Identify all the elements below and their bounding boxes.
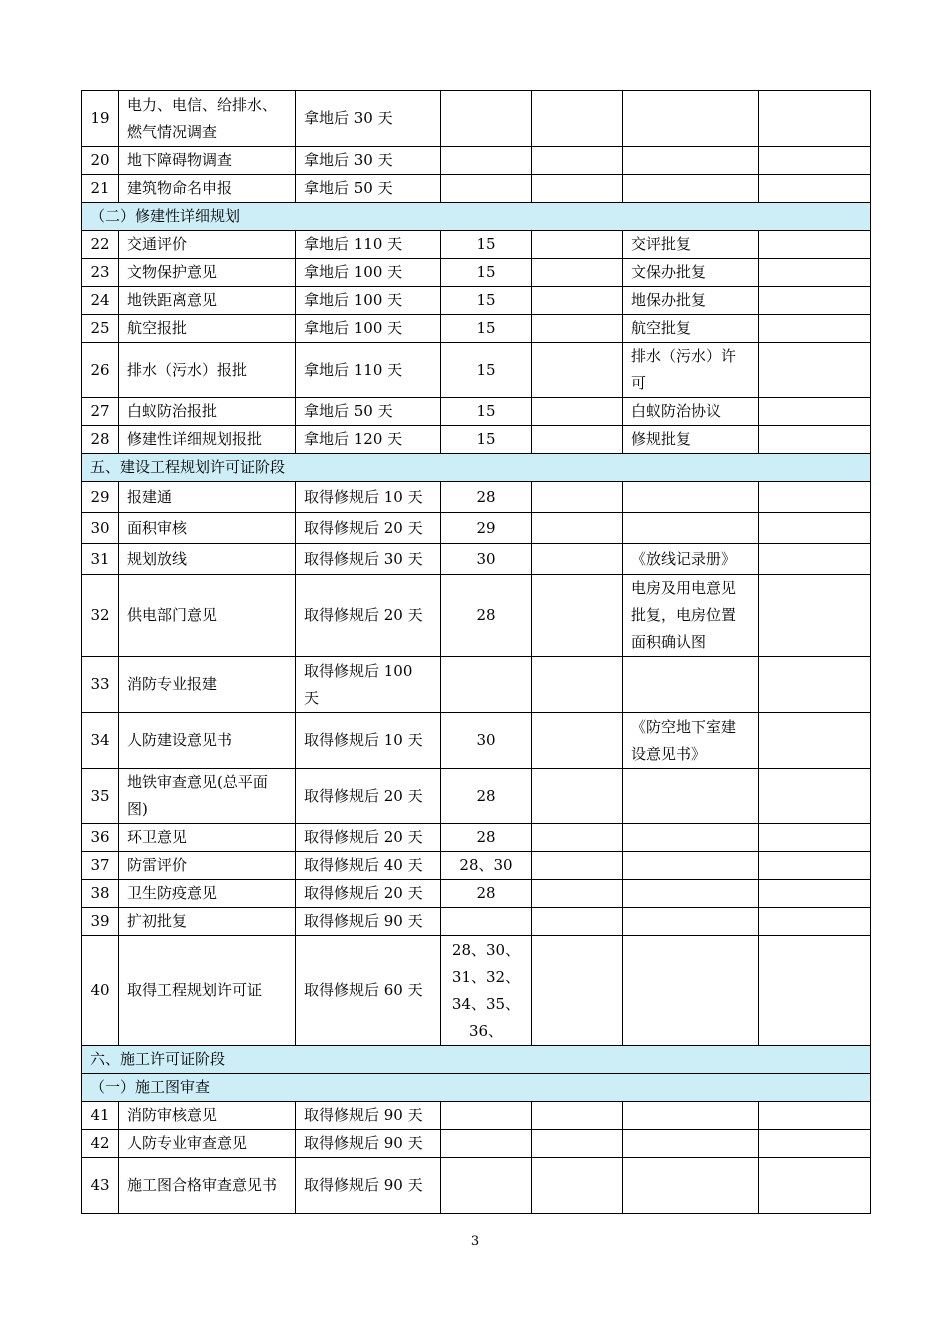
prerequisite-items: [441, 1158, 532, 1214]
blank-cell: [532, 231, 623, 259]
blank-cell: [532, 936, 623, 1046]
row-number: 20: [82, 147, 119, 175]
row-number: 25: [82, 315, 119, 343]
remarks-cell: [759, 852, 871, 880]
approval-result: [623, 852, 759, 880]
remarks-cell: [759, 315, 871, 343]
prerequisite-items: [441, 175, 532, 203]
remarks-cell: [759, 544, 871, 575]
approval-result: 《放线记录册》: [623, 544, 759, 575]
remarks-cell: [759, 175, 871, 203]
prerequisite-items: [441, 1102, 532, 1130]
approval-result: [623, 482, 759, 513]
item-name: 文物保护意见: [119, 259, 296, 287]
row-number: 27: [82, 398, 119, 426]
blank-cell: [532, 544, 623, 575]
row-number: 22: [82, 231, 119, 259]
item-name: 地下障碍物调查: [119, 147, 296, 175]
section-title: （二）修建性详细规划: [82, 203, 871, 231]
table-row: [82, 769, 871, 824]
row-number: 36: [82, 824, 119, 852]
row-number: 23: [82, 259, 119, 287]
time-limit: 取得修规后 90 天: [296, 1130, 441, 1158]
section-header-row: [82, 454, 871, 482]
blank-cell: [532, 343, 623, 398]
remarks-cell: [759, 259, 871, 287]
remarks-cell: [759, 713, 871, 769]
table-row: [82, 482, 871, 513]
remarks-cell: [759, 398, 871, 426]
prerequisite-items: [441, 908, 532, 936]
table-row: [82, 259, 871, 287]
row-number: 26: [82, 343, 119, 398]
item-name: 扩初批复: [119, 908, 296, 936]
approval-result: 地保办批复: [623, 287, 759, 315]
table-row: [82, 231, 871, 259]
prerequisite-items: 28、30: [441, 852, 532, 880]
approval-result: [623, 1102, 759, 1130]
time-limit: 取得修规后 20 天: [296, 513, 441, 544]
time-limit: 取得修规后 20 天: [296, 769, 441, 824]
blank-cell: [532, 315, 623, 343]
row-number: 31: [82, 544, 119, 575]
time-limit: 取得修规后 40 天: [296, 852, 441, 880]
prerequisite-items: [441, 147, 532, 175]
approval-result: [623, 1158, 759, 1214]
table-row: [82, 175, 871, 203]
row-number: 29: [82, 482, 119, 513]
time-limit: 拿地后 120 天: [296, 426, 441, 454]
time-limit: 取得修规后 20 天: [296, 880, 441, 908]
blank-cell: [532, 1102, 623, 1130]
time-limit: 取得修规后 90 天: [296, 1158, 441, 1214]
blank-cell: [532, 426, 623, 454]
time-limit: 拿地后 30 天: [296, 91, 441, 147]
remarks-cell: [759, 1102, 871, 1130]
item-name: 电力、电信、给排水、燃气情况调查: [119, 91, 296, 147]
blank-cell: [532, 880, 623, 908]
blank-cell: [532, 713, 623, 769]
table-row: [82, 398, 871, 426]
approval-result: 修规批复: [623, 426, 759, 454]
item-name: 消防审核意见: [119, 1102, 296, 1130]
item-name: 排水（污水）报批: [119, 343, 296, 398]
time-limit: 取得修规后 90 天: [296, 908, 441, 936]
approval-result: [623, 1130, 759, 1158]
remarks-cell: [759, 769, 871, 824]
remarks-cell: [759, 287, 871, 315]
item-name: 防雷评价: [119, 852, 296, 880]
item-name: 卫生防疫意见: [119, 880, 296, 908]
blank-cell: [532, 259, 623, 287]
prerequisite-items: 15: [441, 426, 532, 454]
table-row: [82, 852, 871, 880]
row-number: 19: [82, 91, 119, 147]
remarks-cell: [759, 824, 871, 852]
approval-result: [623, 880, 759, 908]
section-header-row: [82, 1046, 871, 1074]
approval-result: [623, 769, 759, 824]
row-number: 42: [82, 1130, 119, 1158]
approval-result: 《防空地下室建设意见书》: [623, 713, 759, 769]
table-row: [82, 824, 871, 852]
approval-result: 排水（污水）许可: [623, 343, 759, 398]
item-name: 报建通: [119, 482, 296, 513]
table-row: [82, 343, 871, 398]
prerequisite-items: [441, 1130, 532, 1158]
time-limit: 取得修规后 10 天: [296, 482, 441, 513]
item-name: 交通评价: [119, 231, 296, 259]
blank-cell: [532, 852, 623, 880]
blank-cell: [532, 91, 623, 147]
row-number: 32: [82, 575, 119, 657]
table-row: [82, 287, 871, 315]
time-limit: 取得修规后 60 天: [296, 936, 441, 1046]
blank-cell: [532, 657, 623, 713]
remarks-cell: [759, 426, 871, 454]
table-row: [82, 91, 871, 147]
prerequisite-items: [441, 91, 532, 147]
item-name: 修建性详细规划报批: [119, 426, 296, 454]
item-name: 取得工程规划许可证: [119, 936, 296, 1046]
approval-result: [623, 91, 759, 147]
row-number: 40: [82, 936, 119, 1046]
item-name: 地铁距离意见: [119, 287, 296, 315]
blank-cell: [532, 398, 623, 426]
remarks-cell: [759, 343, 871, 398]
item-name: 环卫意见: [119, 824, 296, 852]
row-number: 34: [82, 713, 119, 769]
approval-schedule-table: [81, 90, 871, 1214]
item-name: 航空报批: [119, 315, 296, 343]
prerequisite-items: [441, 657, 532, 713]
row-number: 24: [82, 287, 119, 315]
remarks-cell: [759, 147, 871, 175]
time-limit: 拿地后 30 天: [296, 147, 441, 175]
prerequisite-items: 15: [441, 287, 532, 315]
time-limit: 拿地后 50 天: [296, 175, 441, 203]
approval-result: [623, 147, 759, 175]
prerequisite-items: 28: [441, 769, 532, 824]
blank-cell: [532, 1130, 623, 1158]
table-row: [82, 880, 871, 908]
remarks-cell: [759, 482, 871, 513]
row-number: 28: [82, 426, 119, 454]
prerequisite-items: 15: [441, 343, 532, 398]
approval-result: 航空批复: [623, 315, 759, 343]
approval-result: [623, 908, 759, 936]
blank-cell: [532, 824, 623, 852]
table-row: [82, 657, 871, 713]
time-limit: 拿地后 110 天: [296, 343, 441, 398]
prerequisite-items: 15: [441, 315, 532, 343]
remarks-cell: [759, 231, 871, 259]
prerequisite-items: 29: [441, 513, 532, 544]
section-title: （一）施工图审查: [82, 1074, 871, 1102]
blank-cell: [532, 147, 623, 175]
blank-cell: [532, 175, 623, 203]
table-row: [82, 1158, 871, 1214]
prerequisite-items: 15: [441, 231, 532, 259]
item-name: 施工图合格审查意见书: [119, 1158, 296, 1214]
table-row: [82, 908, 871, 936]
approval-result: [623, 824, 759, 852]
item-name: 供电部门意见: [119, 575, 296, 657]
blank-cell: [532, 482, 623, 513]
item-name: 人防建设意见书: [119, 713, 296, 769]
table-row: [82, 513, 871, 544]
remarks-cell: [759, 1158, 871, 1214]
blank-cell: [532, 769, 623, 824]
time-limit: 取得修规后 90 天: [296, 1102, 441, 1130]
remarks-cell: [759, 91, 871, 147]
time-limit: 拿地后 50 天: [296, 398, 441, 426]
approval-result: 白蚁防治协议: [623, 398, 759, 426]
approval-result: 交评批复: [623, 231, 759, 259]
item-name: 消防专业报建: [119, 657, 296, 713]
row-number: 43: [82, 1158, 119, 1214]
table-row: [82, 575, 871, 657]
row-number: 21: [82, 175, 119, 203]
item-name: 面积审核: [119, 513, 296, 544]
prerequisite-items: 28: [441, 880, 532, 908]
remarks-cell: [759, 657, 871, 713]
row-number: 38: [82, 880, 119, 908]
remarks-cell: [759, 908, 871, 936]
row-number: 41: [82, 1102, 119, 1130]
time-limit: 拿地后 100 天: [296, 315, 441, 343]
blank-cell: [532, 513, 623, 544]
section-header-row: [82, 1074, 871, 1102]
prerequisite-items: 28: [441, 482, 532, 513]
table-body: [82, 91, 871, 1214]
prerequisite-items: 15: [441, 259, 532, 287]
approval-result: [623, 657, 759, 713]
remarks-cell: [759, 936, 871, 1046]
page-number: 3: [470, 1234, 480, 1249]
approval-result: 文保办批复: [623, 259, 759, 287]
approval-result: [623, 175, 759, 203]
row-number: 35: [82, 769, 119, 824]
table-row: [82, 544, 871, 575]
table-row: [82, 1130, 871, 1158]
row-number: 33: [82, 657, 119, 713]
remarks-cell: [759, 1130, 871, 1158]
item-name: 规划放线: [119, 544, 296, 575]
item-name: 人防专业审查意见: [119, 1130, 296, 1158]
table-row: [82, 713, 871, 769]
blank-cell: [532, 287, 623, 315]
table-row: [82, 426, 871, 454]
prerequisite-items: 30: [441, 713, 532, 769]
approval-result: [623, 936, 759, 1046]
table-row: [82, 315, 871, 343]
remarks-cell: [759, 880, 871, 908]
approval-result: [623, 513, 759, 544]
row-number: 37: [82, 852, 119, 880]
time-limit: 取得修规后 30 天: [296, 544, 441, 575]
item-name: 白蚁防治报批: [119, 398, 296, 426]
table-row: [82, 936, 871, 1046]
section-title: 六、施工许可证阶段: [82, 1046, 871, 1074]
time-limit: 取得修规后 20 天: [296, 824, 441, 852]
approval-result: 电房及用电意见批复，电房位置面积确认图: [623, 575, 759, 657]
time-limit: 拿地后 110 天: [296, 231, 441, 259]
table-row: [82, 147, 871, 175]
row-number: 39: [82, 908, 119, 936]
row-number: 30: [82, 513, 119, 544]
remarks-cell: [759, 513, 871, 544]
table-row: [82, 1102, 871, 1130]
time-limit: 拿地后 100 天: [296, 259, 441, 287]
blank-cell: [532, 908, 623, 936]
prerequisite-items: 28: [441, 575, 532, 657]
time-limit: 拿地后 100 天: [296, 287, 441, 315]
prerequisite-items: 30: [441, 544, 532, 575]
section-header-row: [82, 203, 871, 231]
item-name: 建筑物命名申报: [119, 175, 296, 203]
time-limit: 取得修规后 10 天: [296, 713, 441, 769]
item-name: 地铁审查意见(总平面图): [119, 769, 296, 824]
time-limit: 取得修规后 100 天: [296, 657, 441, 713]
blank-cell: [532, 1158, 623, 1214]
time-limit: 取得修规后 20 天: [296, 575, 441, 657]
prerequisite-items: 28: [441, 824, 532, 852]
blank-cell: [532, 575, 623, 657]
section-title: 五、建设工程规划许可证阶段: [82, 454, 871, 482]
prerequisite-items: 28、30、31、32、34、35、36、: [441, 936, 532, 1046]
remarks-cell: [759, 575, 871, 657]
prerequisite-items: 15: [441, 398, 532, 426]
